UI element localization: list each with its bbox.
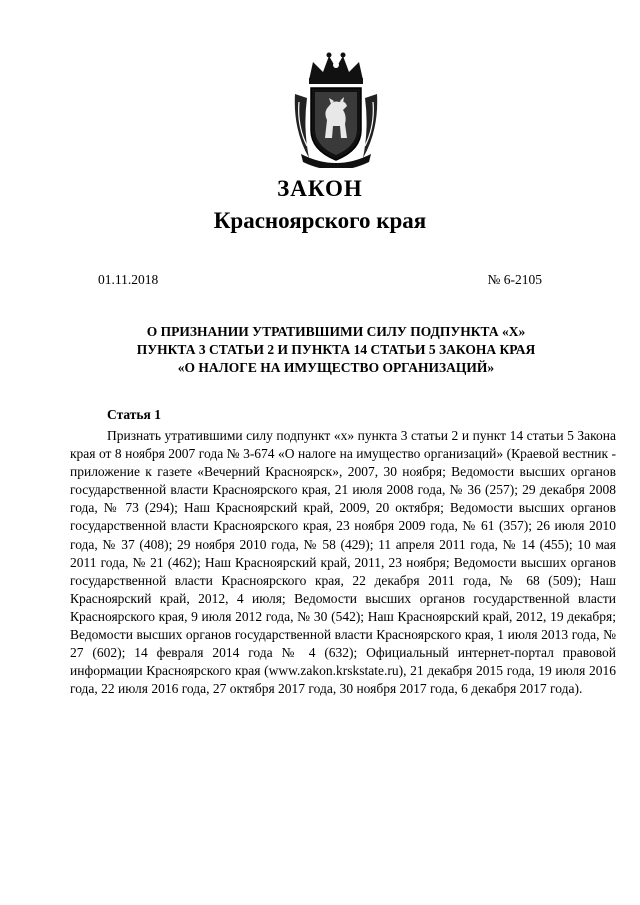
article-body: Признать утратившими силу подпункт «х» пункта 3 статьи 2 и пункт 14 статьи 5 Закона края от 8 ноября 2007 года № 3-674 «О налоге на имущество организаций» (Краевой вестник - приложение к газете «Вечерний Красноярск», 2007, 30 ноября; Ведомости высших органов государственной власти Красноярского края, 21 июля 2008 года, № 36 (257); 29 декабря 2008 года, № 73 (294); Наш Красноярский край, 2009, 20 октября; Ведомости высших органов государственной власти Красноярского края, 23 ноября 2009 года, № 61 (357); 26 июля 2010 года, № 37 (408); 29 ноября 2010 года, № 58 (429); 11 апреля 2011 года, № 14 (455); 10 мая 2011 года, № 21 (462); Наш Красноярский край, 2011, 23 ноября; Ведомости высших органов государственной власти Красноярского края, 22 декабря 2011 года, № 68 (509); Наш Красноярский край, 2012, 4 июля; Ведомости высших органов государственной власти Красноярского края, 9 июля 2012 года, № 30 (542); Наш Красноярский край, 2012, 19 декабря; Ведомости высших органов государственной власти Красноярского края, 1 июля 2013 года, № 27 (602); 14 февраля 2014 года № 4 (632); Официальный интернет-портал правовой информации Красноярского края (www.zakon.krskstate.ru), 21 декабря 2015 года, 19 июля 2016 года, 22 июля 2016 года, 27 октября 2017 года, 30 ноября 2017 года, 6 декабря 2017 года).: [70, 428, 616, 697]
document-date: 01.11.2018: [98, 272, 159, 287]
heading-line: «О НАЛОГЕ НА ИМУЩЕСТВО ОРГАНИЗАЦИЙ»: [177, 360, 495, 375]
document-number: № 6-2105: [487, 272, 542, 287]
coat-of-arms-icon: [291, 50, 381, 168]
law-heading: [80, 323, 592, 377]
document-subtitle: Красноярского края: [213, 208, 427, 233]
heading-line: ПУНКТА 3 СТАТЬИ 2 И ПУНКТА 14 СТАТЬИ 5 ЗАКОНА КРАЯ: [136, 342, 536, 357]
article-title: Статья 1: [107, 407, 161, 422]
document-title: ЗАКОН: [277, 176, 363, 201]
heading-line: О ПРИЗНАНИИ УТРАТИВШИМИ СИЛУ ПОДПУНКТА «Х»: [146, 324, 526, 339]
